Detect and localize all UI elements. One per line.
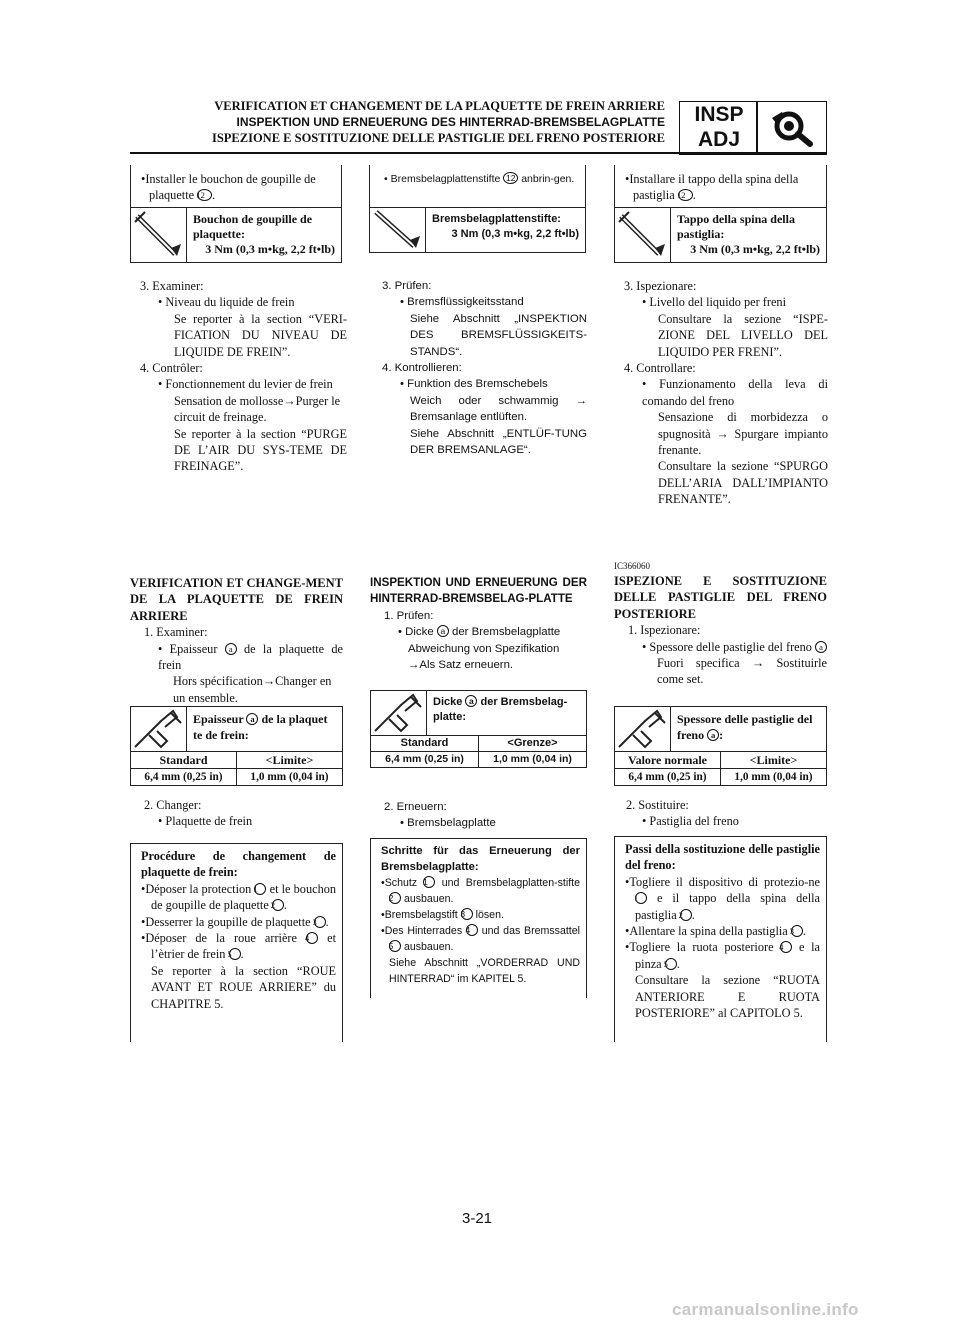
it-procedure-box: Passi della sostituzione delle pastiglie del freno: •Togliere il dispositivo di protezio-ne 1 e il tappo della spina della pastiglia 2 . •Allentare la spina della pastiglia 3 . •Togliere la ruota posteriore 4 e la pinza 5 . Consultare la sezione “RUOTA ANTERIORE E RUOTA POSTERIORE” al CAPITOLO 5. [614, 836, 827, 1042]
torque-wrench-icon [615, 208, 671, 263]
caliper-icon [615, 707, 671, 751]
fr-step4: 4. Contrôler: [140, 361, 203, 376]
fr-install-text: •Installer le bouchon de goupille de plaquette 12 . [141, 172, 316, 203]
fr-spec-label: Epaisseur a de la plaquet te de frein: [193, 712, 328, 742]
de-step2: 2. Erneuern: • Bremsbelagplatte [384, 801, 496, 830]
fr-section-title: VERIFICATION ET CHANGE-MENT DE LA PLAQUETTE DE FREIN ARRIERE [130, 576, 343, 623]
it-spec-label: Spessore delle pastiglie del freno a : [677, 712, 813, 742]
it-procedure-title: Passi della sostituzione delle pastiglie del freno: [625, 842, 820, 873]
section-badge [679, 101, 827, 155]
wrench-magnifier-icon [768, 108, 816, 148]
it-section-code: IC366060 [614, 561, 650, 571]
header-title-it: ISPEZIONE E SOSTITUZIONE DELLE PASTIGLIE DEL FRENO POSTERIORE [211, 131, 665, 145]
badge-divider [756, 102, 758, 153]
fr-procedure-box: Procédure de changement de plaquette de frein: •Déposer la protection 1 et le bouchon de goupille de plaquette 2 . •Desserrer la goupille de plaquette 3 . •Déposer de la roue arrière 4 et l’ètrier de frein 5 . Se reporter à la section “ROUE AVANT ET ROUE ARRIERE” du CHAPITRE 5. [130, 843, 343, 1042]
de-lower: INSPEKTION UND ERNEUERUNG DER HINTERRAD-BREMSBELAG-PLATTE 1. Prüfen: • Dicke a der Bremsbelagplatte Abweichung von Spezifikation →Als Satz erneuern. [370, 576, 587, 672]
de-procedure-box: Schritte für das Erneuerung der Bremsbelagplatte: •Schutz 1 und Bremsbelagplatten-stifte 2 ausbauen. •Bremsbelagstift 3 lösen. •Des Hinterrades 4 und das Bremssattel 5 ausbauen. Siehe Abschnitt „VORDERRAD UND HINTERRAD“ im KAPITEL 5. [370, 838, 587, 998]
fr-procedure-title: Procédure de changement de plaquette de frein: [141, 849, 336, 880]
it-torque-box [614, 207, 827, 263]
de-torque-box [369, 207, 586, 253]
fr-steps-top: 3. Examiner: • Niveau du liquide de frein Se reporter à la section “VERI-FICATION DU NIVEAU DE LIQUIDE DE FREIN”. 4. Contrôler: • Fonctionnement du levier de frein Sensation de mollosse→Purger le circuit de freinage. Se reporter à la section “PURGE DE L’AIR DU SYS-TEME DE FREINAGE”. [140, 279, 347, 474]
watermark: carmanualsonline.info [672, 1300, 859, 1319]
it-step4: 4. Controllare: [624, 361, 696, 376]
caliper-icon [131, 707, 187, 751]
it-step2: 2. Sostituire: • Pastiglia del freno [626, 798, 739, 829]
fr-spec-table: Epaisseur a de la plaquet te de frein: Standard <Limite> 6,4 mm (0,25 in) 1,0 mm (0,04 in) [130, 706, 343, 786]
de-torque-label: Bremsbelagplattenstifte: 3 Nm (0,3 m•kg, 2,2 ft•lb) [432, 213, 579, 240]
header-title-de: INSPEKTION UND ERNEUERUNG DES HINTERRAD-BREMSBELAGPLATTE [236, 115, 665, 129]
it-step3: 3. Ispezionare: [624, 279, 697, 293]
it-install-text: •Installare il tappo della spina della pastiglia 12 . [625, 172, 799, 203]
it-install-box [614, 165, 827, 207]
page-header [120, 98, 665, 146]
caliper-icon [371, 691, 427, 735]
de-step4: 4. Kontrollieren: [382, 362, 462, 375]
de-procedure-title: Schritte für das Erneuerung der Bremsbelagplatte: [381, 845, 580, 873]
fr-step2: 2. Changer: • Plaquette de frein [144, 798, 253, 829]
badge-adj: ADJ [697, 128, 740, 151]
de-section-title: INSPEKTION UND ERNEUERUNG DER HINTERRAD-BREMSBELAG-PLATTE [370, 576, 587, 606]
fr-torque-label: Bouchon de goupille de plaquette: 3 Nm (0,3 m•kg, 2,2 ft•lb) [193, 212, 335, 256]
torque-wrench-icon [131, 208, 187, 263]
fr-step3: 3. Examiner: [140, 279, 204, 293]
fr-torque-box [130, 207, 342, 263]
it-torque-label: Tappo della spina della pastiglia: 3 Nm (0,3 m•kg, 2,2 ft•lb) [677, 212, 820, 256]
it-steps-top: 3. Ispezionare: • Livello del liquido per freni Consultare la sezione “ISPE-ZIONE DEL LIVELLO DEL LIQUIDO PER FRENI”. 4. Controllare: • Funzionamento della leva di comando del freno Sensazione di morbidezza o spugnosità → Spurgare impianto frenante. Consultare la sezione “SPURGO DELL’ARIA DALL’IMPIANTO FRENANTE”. [624, 279, 828, 507]
page-number: 3-21 [462, 1210, 493, 1227]
de-install-box [369, 165, 586, 207]
de-step3: 3. Prüfen: [382, 280, 432, 292]
it-section-title: ISPEZIONE E SOSTITUZIONE DELLE PASTIGLIE DEL FRENO POSTERIORE [614, 574, 827, 621]
badge-insp: INSP [694, 103, 744, 126]
de-install-text: • Bremsbelagplattenstifte 12 anbrin-gen. [384, 173, 575, 185]
header-title-fr: VERIFICATION ET CHANGEMENT DE LA PLAQUETTE DE FREIN ARRIERE [214, 99, 665, 113]
it-lower: ISPEZIONE E SOSTITUZIONE DELLE PASTIGLIE DEL FRENO POSTERIORE 1. Ispezionare: • Spessore delle pastiglie del freno a Fuori specifica → Sostituirle come set. [614, 574, 827, 687]
de-spec-label: Dicke a der Bremsbelag-platte: [433, 696, 568, 723]
it-spec-table: Spessore delle pastiglie del freno a : Valore normale <Limite> 6,4 mm (0,25 in) 1,0 mm (0,04 in) [614, 706, 827, 786]
de-steps-top: 3. Prüfen: • Bremsflüssigkeitsstand Siehe Abschnitt „INSPEKTION DES BREMSFLÜSSIGKEITS-STANDS“. 4. Kontrollieren: • Funktion des Bremschebels Weich oder schwammig → Bremsanlage entlüften. Siehe Abschnitt „ENTLÜF-TUNG DER BREMSANLAGE“. [382, 280, 587, 457]
fr-lower: VERIFICATION ET CHANGE-MENT DE LA PLAQUETTE DE FREIN ARRIERE 1. Examiner: • Epaisseur a de la plaquette de frein Hors spécification→Changer en un ensemble. [130, 576, 344, 705]
de-spec-table: Dicke a der Bremsbelag-platte: Standard <Grenze> 6,4 mm (0,25 in) 1,0 mm (0,04 in) [370, 690, 587, 768]
torque-wrench-icon [370, 208, 426, 253]
fr-install-box [130, 165, 342, 207]
